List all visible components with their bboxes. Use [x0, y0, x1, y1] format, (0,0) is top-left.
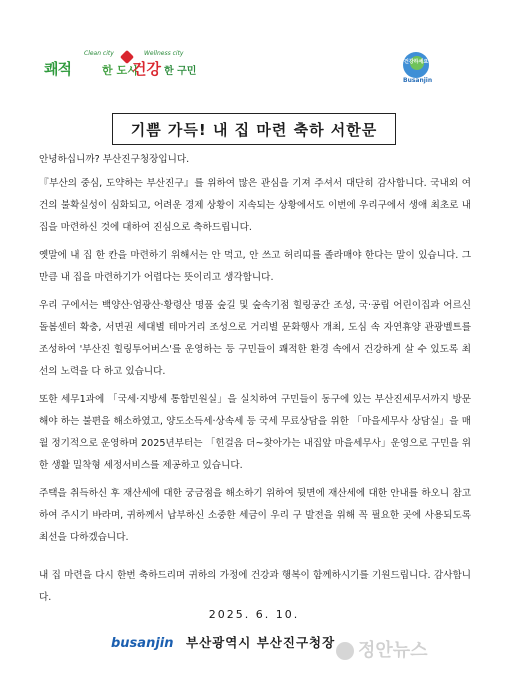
paragraph-3: 우리 구에서는 백양산·엄광산·황령산 명품 숲길 및 숲속기점 힐링공간 조성, 국·공립 어린이집과 어르신 돌봄센터 확충, 서면권 세대별 테마거리 조성으로 거리별 문화행사 개최, 도심 속 자연휴양 관광벨트를 조성하여 '부산진 힐링투어버스'를 운영하는 등 구민들이 쾌적한 환경 속에서 건강하게 살 수 있도록 최선의 노력을 다 하고 있습니다.	[39, 300, 471, 377]
paragraph-6: 내 집 마련을 다시 한번 축하드리며 귀하의 가정에 건강과 행복이 함께하시기를 기원드립니다. 감사합니다.	[39, 570, 471, 603]
letter-title: 기쁨 가득! 내 집 마련 축하 서한문	[112, 113, 396, 145]
slogan-part-3: 건강	[132, 60, 161, 78]
slogan-wellness-city-text: Wellness city	[144, 50, 184, 57]
letter-date: 2025. 6. 10.	[208, 608, 300, 621]
news-watermark: 정안뉴스	[336, 636, 428, 662]
slogan-part-4: 한 구민	[164, 66, 197, 77]
paragraph-4: 또한 세무1과에 「국세·지방세 통합민원실」을 실치하여 구민들이 동구에 있는 부산진세무서까지 방문해야 하는 불편을 해소하였고, 양도소득세·상속세 등 국세 무료상담을 위한 「마을세무사 상담실」을 매월 정기적으로 운영하며 2025년부터는 「힌걸음 더~찾아가는 내집앞 마을세무사」운영으로 구민을 위한 생활 밀착형 세정서비스를 제공하고 있습니다.	[39, 394, 471, 471]
letter-body	[39, 149, 471, 609]
letter-header	[0, 0, 508, 100]
district-emblem-logo	[398, 52, 434, 86]
greeting-line: 안녕하십니까? 부산진구청장입니다.	[39, 154, 190, 165]
paragraph-1: 『부산의 중심, 도약하는 부산진구』를 위하여 많은 관심을 기져 주셔서 대단히 감사합니다. 국내외 여건의 불확실성이 심화되고, 어려운 경제 상황이 지속되는 상황에서도 이번에 우리구에서 생애 최초로 내 집을 마련하신 것에 대하여 진심으로 축하드립니다.	[39, 178, 471, 233]
emblem-subtext: Busanjin	[403, 77, 433, 84]
emblem-text: 건강하세요	[404, 59, 429, 65]
slogan-part-1: 쾌적	[44, 60, 71, 78]
paragraph-5: 주택을 취득하신 후 재산세에 대한 궁금점을 해소하기 위하여 뒷면에 재산세에 대한 안내를 하오니 참고하여 주시기 바라며, 귀하께서 납부하신 소중한 세금이 우리 구 발전을 위해 꼭 필요한 곳에 사용되도록 최선을 다하겠습니다.	[39, 488, 471, 543]
busanjin-logo: busanjin	[111, 636, 174, 651]
watermark-icon	[336, 642, 354, 660]
paragraph-2: 옛말에 내 집 한 칸을 마련하기 위해서는 안 먹고, 안 쓰고 허리띠를 졸라매야 한다는 말이 있습니다. 그만큼 내 집을 마련하기가 어렵다는 뜻이리고 생각합니다.	[39, 250, 471, 283]
signer-name: 부산광역시 부산진구청장	[186, 635, 336, 650]
slogan-clean-city-text: Clean city	[84, 50, 114, 57]
slogan-part-2: 한 도시	[102, 64, 138, 77]
city-slogan-logo	[44, 50, 214, 90]
